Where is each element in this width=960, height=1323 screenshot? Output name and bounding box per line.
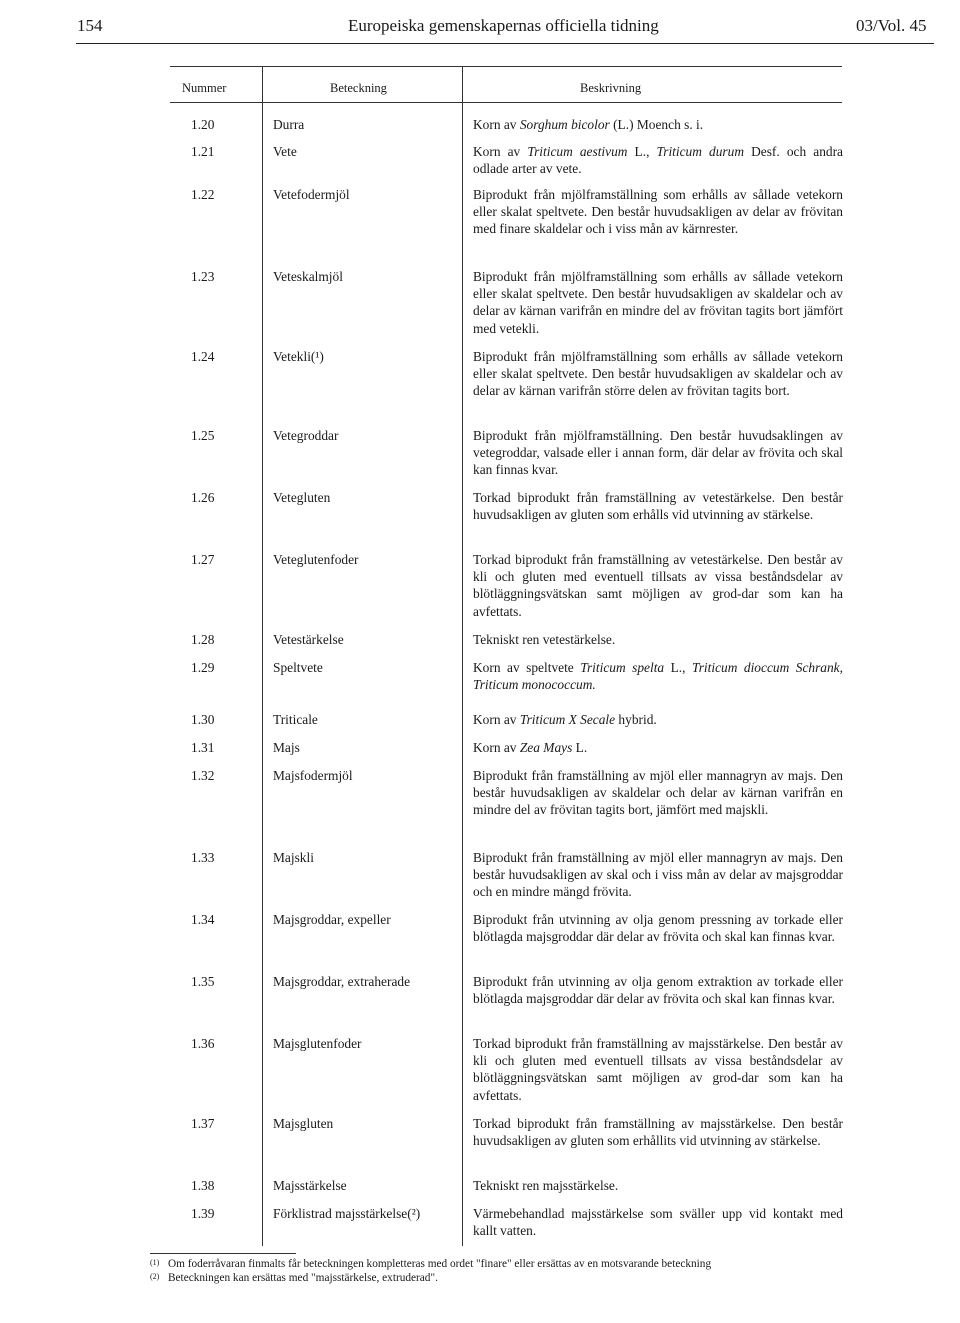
row-designation: Speltvete bbox=[273, 660, 323, 675]
row-designation: Vetegluten bbox=[273, 490, 331, 505]
row-designation: Majsgroddar, extraherade bbox=[273, 974, 411, 989]
row-number: 1.39 bbox=[191, 1206, 215, 1221]
column-header-nummer: Nummer bbox=[182, 81, 227, 95]
row-number: 1.37 bbox=[191, 1116, 215, 1131]
description-text: Triticum dioccum Schrank, Triticum monococcum. bbox=[473, 660, 843, 693]
description-text: Torkad biprodukt från framställning av vetestärkelse. Den består av kli och gluten med eventuell tillsats av vissa beståndsdelar av blötläggningsvätskan samt möjligen av grod-dar som kan ha avfettats. bbox=[473, 552, 843, 619]
row-description bbox=[473, 489, 843, 523]
row-description bbox=[473, 849, 843, 901]
row-number: 1.22 bbox=[191, 187, 215, 202]
description-text: Korn av bbox=[473, 740, 520, 755]
description-text: Zea Mays bbox=[519, 740, 573, 755]
column-divider bbox=[262, 66, 263, 1246]
footnotes bbox=[150, 1257, 870, 1285]
column-header-beskrivning: Beskrivning bbox=[580, 81, 642, 95]
description-text: Korn av bbox=[473, 712, 520, 727]
row-description bbox=[473, 1205, 843, 1239]
description-text: Tekniskt ren majsstärkelse. bbox=[473, 1178, 619, 1193]
row-designation: Veteglutenfoder bbox=[273, 552, 359, 567]
feed-materials-table bbox=[170, 66, 843, 1239]
row-number: 1.30 bbox=[191, 712, 215, 727]
row-designation: Vetekli(¹) bbox=[273, 349, 324, 364]
row-description bbox=[473, 911, 843, 945]
row-number: 1.32 bbox=[191, 768, 215, 783]
description-text: Triticum durum bbox=[656, 144, 744, 159]
row-designation: Majsgroddar, expeller bbox=[273, 912, 391, 927]
description-text: Korn av bbox=[473, 144, 528, 159]
description-text: Biprodukt från mjölframställning som erhålls av sållade vetekorn eller skalat speltvete. Den består huvudsakligen av delar av frövitan med finare skaldelar och i viss mån av kärnrester. bbox=[473, 187, 843, 237]
row-description bbox=[473, 767, 843, 819]
row-description bbox=[473, 268, 843, 337]
row-designation: Vete bbox=[273, 144, 297, 159]
row-description bbox=[473, 659, 843, 693]
footnote-mark: (2) bbox=[150, 1272, 160, 1281]
description-text: (L.) Moench s. i. bbox=[609, 117, 704, 132]
description-text: Desf. och andra odlade arter av vete. bbox=[473, 144, 843, 177]
row-designation: Vetegroddar bbox=[273, 428, 339, 443]
row-number: 1.38 bbox=[191, 1178, 215, 1193]
row-description bbox=[473, 711, 843, 728]
description-text: Torkad biprodukt från framställning av majsstärkelse. Den består huvudsakligen av gluten som erhållits vid utvinning av stärkelse. bbox=[473, 1116, 843, 1149]
description-text: Tekniskt ren vetestärkelse. bbox=[473, 632, 616, 647]
row-description bbox=[473, 427, 843, 479]
row-number: 1.34 bbox=[191, 912, 215, 927]
row-description bbox=[473, 739, 843, 756]
footnote bbox=[150, 1257, 870, 1271]
description-text: Biprodukt från framställning av mjöl eller mannagryn av majs. Den består huvudsakligen av skal och i viss mån av delar av majsgroddar och en mindre mängd frövita. bbox=[473, 850, 843, 900]
footnote-mark: (1) bbox=[150, 1258, 160, 1267]
row-number: 1.27 bbox=[191, 552, 215, 567]
row-description bbox=[473, 186, 843, 238]
row-designation: Durra bbox=[273, 117, 305, 132]
row-description bbox=[473, 631, 843, 648]
row-number: 1.25 bbox=[191, 428, 215, 443]
description-text: Triticum spelta bbox=[580, 660, 665, 675]
row-number: 1.21 bbox=[191, 144, 215, 159]
description-text: Biprodukt från utvinning av olja genom pressning av torkade eller blötlagda majsgroddar där delar av frövita och skal kan finnas kvar. bbox=[473, 912, 843, 945]
row-number: 1.23 bbox=[191, 269, 215, 284]
description-text: Biprodukt från mjölframställning. Den består huvudsaklingen av vetegroddar, valsade eller i annan form, där delar av frövita och skal kan finnas kvar. bbox=[473, 428, 843, 478]
footnote-text: Om foderråvaran finmalts får beteckningen kompletteras med ordet "finare" eller ersättas av en motsvarande beteckning bbox=[168, 1258, 712, 1270]
journal-title: Europeiska gemenskapernas officiella tidning bbox=[348, 16, 659, 35]
description-text: Torkad biprodukt från framställning av majsstärkelse. Den består av kli och gluten med eventuell tillsats av vissa beståndsdelar av blötläggningsvätskan samt möjligen av grod-dar som kan ha avfettats. bbox=[473, 1036, 843, 1103]
description-text: Korn av speltvete bbox=[473, 660, 581, 675]
description-text: Sorghum bicolor bbox=[519, 117, 610, 132]
row-number: 1.28 bbox=[191, 632, 215, 647]
page-header bbox=[0, 14, 960, 44]
description-text: Biprodukt från mjölframställning som erhålls av sållade vetekorn eller skalat speltvete. Den består huvudsakligen av skaldelar och av delar av kärnan varifrån större delen av frövitan tagits bort. bbox=[473, 349, 843, 399]
row-description bbox=[473, 1115, 843, 1149]
row-number: 1.36 bbox=[191, 1036, 215, 1051]
description-text: Biprodukt från framställning av mjöl eller mannagryn av majs. Den består huvudsakligen av skaldelar och delar av kärnan varifrån en mindre del av frövitan tagits bort, jämfört med majskli. bbox=[473, 768, 843, 818]
description-text: Triticum X Secale bbox=[519, 712, 616, 727]
row-designation: Vetefodermjöl bbox=[273, 187, 350, 202]
row-description bbox=[473, 1035, 843, 1104]
row-designation: Majsfodermjöl bbox=[273, 768, 353, 783]
row-designation: Majsglutenfoder bbox=[273, 1036, 362, 1051]
description-text: Korn av bbox=[473, 117, 520, 132]
footnote bbox=[150, 1271, 870, 1285]
footnote-rule bbox=[150, 1253, 296, 1254]
description-text: L. bbox=[572, 740, 588, 755]
row-description bbox=[473, 143, 843, 177]
row-description bbox=[473, 551, 843, 620]
table-header-rule bbox=[170, 102, 842, 103]
description-text: Biprodukt från utvinning av olja genom extraktion av torkade eller blötlagda majsgroddar där delar av frövita och skal kan finnas kvar. bbox=[473, 974, 843, 1007]
description-text: Torkad biprodukt från framställning av vetestärkelse. Den består huvudsakligen av gluten som erhålls vid utvinning av stärkelse. bbox=[473, 490, 843, 523]
row-designation: Majsstärkelse bbox=[273, 1178, 347, 1193]
row-description bbox=[473, 116, 843, 133]
row-designation: Majs bbox=[273, 740, 300, 755]
row-designation: Majskli bbox=[273, 850, 314, 865]
row-designation: Vetestärkelse bbox=[273, 632, 344, 647]
description-text: L., bbox=[627, 144, 657, 159]
row-number: 1.20 bbox=[191, 117, 215, 132]
volume-number: 03/Vol. 45 bbox=[856, 16, 927, 35]
table-header bbox=[170, 66, 842, 102]
row-description bbox=[473, 973, 843, 1007]
row-number: 1.29 bbox=[191, 660, 215, 675]
row-number: 1.26 bbox=[191, 490, 215, 505]
row-number: 1.24 bbox=[191, 349, 215, 364]
row-designation: Förklistrad majsstärkelse(²) bbox=[273, 1206, 421, 1221]
row-designation: Veteskalmjöl bbox=[273, 269, 343, 284]
column-header-beteckning: Beteckning bbox=[330, 81, 387, 95]
column-divider bbox=[462, 66, 463, 1246]
row-designation: Triticale bbox=[273, 712, 318, 727]
row-number: 1.33 bbox=[191, 850, 215, 865]
row-number: 1.31 bbox=[191, 740, 215, 755]
row-description bbox=[473, 348, 843, 400]
row-description bbox=[473, 1177, 843, 1194]
description-text: Värmebehandlad majsstärkelse som sväller upp vid kontakt med kallt vatten. bbox=[473, 1206, 843, 1239]
row-designation: Majsgluten bbox=[273, 1116, 334, 1131]
page-number: 154 bbox=[77, 16, 103, 35]
description-text: Biprodukt från mjölframställning som erhålls av sållade vetekorn eller skalat speltvete. Den består huvudsakligen av skaldelar och av delar av kärnan varifrån en mindre del av frövitan tagits bort jämfört med vetekli. bbox=[473, 269, 843, 336]
footnote-text: Beteckningen kan ersättas med "majsstärkelse, extruderad". bbox=[168, 1272, 438, 1284]
description-text: hybrid. bbox=[615, 712, 657, 727]
row-number: 1.35 bbox=[191, 974, 215, 989]
header-rule bbox=[76, 43, 934, 44]
description-text: L., bbox=[664, 660, 692, 675]
description-text: Triticum aestivum bbox=[527, 144, 628, 159]
